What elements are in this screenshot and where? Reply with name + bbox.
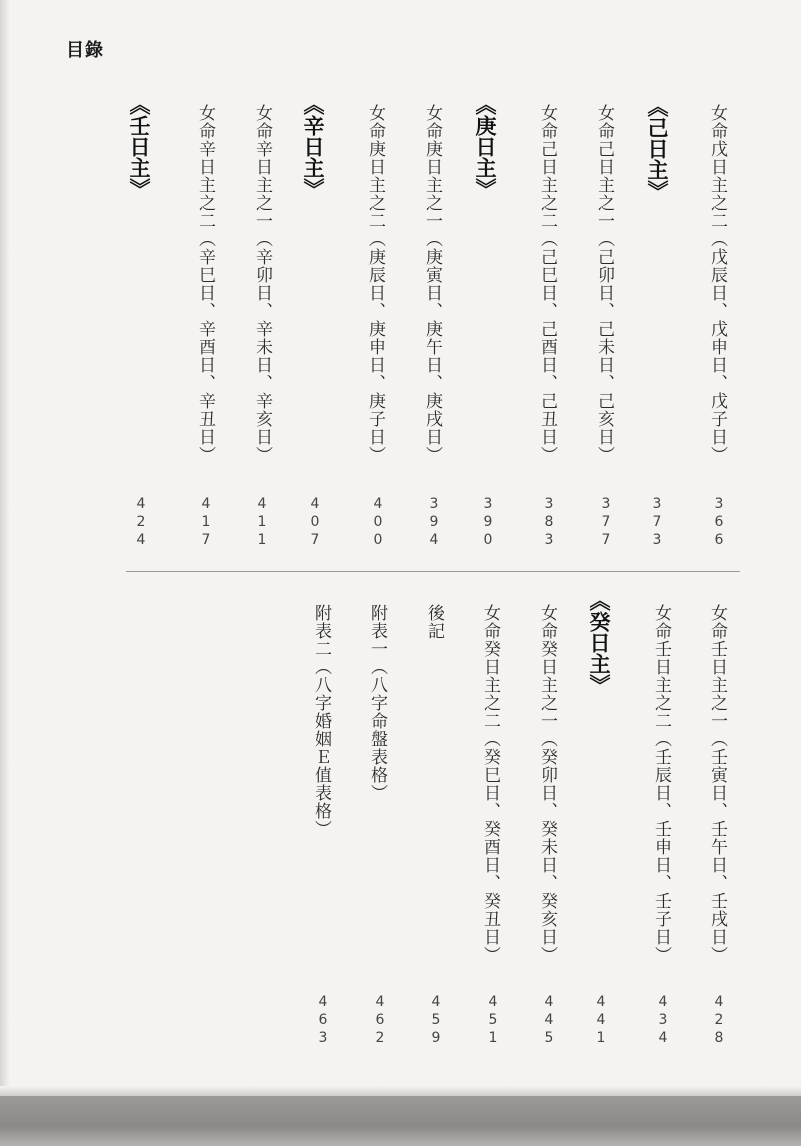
toc-page-number: 459 [428,994,444,1048]
toc-entry-title: 女命己日主之一（己卯日、己未日、己亥日） [594,104,614,464]
toc-entry-title: 女命癸日主之二（癸巳日、癸酉日、癸丑日） [480,604,500,964]
toc-entry-title: 女命戊日主之二（戊辰日、戊申日、戊子日） [707,104,727,464]
toc-entry-title: 女命辛日主之二（辛巳日、辛酉日、辛丑日） [195,104,215,464]
page-title: 目錄 [66,40,104,61]
toc-entry[interactable] [312,604,329,838]
toc-heading-title: 《庚日主》 [473,94,497,199]
toc-page-number: 463 [315,994,331,1048]
toc-page-number: 407 [307,496,323,550]
toc-entry[interactable] [652,604,669,964]
toc-entry-title: 女命癸日主之一（癸卯日、癸未日、癸亥日） [537,604,557,964]
toc-entry-title: 後記 [424,604,444,640]
toc-entry[interactable] [481,604,498,964]
toc-entry[interactable] [368,604,385,802]
toc-entry[interactable] [423,104,440,464]
toc-entry-title: 女命庚日主之二（庚辰日、庚申日、庚子日） [365,104,385,464]
toc-entry[interactable] [708,104,725,464]
toc-heading[interactable] [128,94,149,199]
toc-heading[interactable] [302,94,323,199]
page-edge [0,0,10,1146]
toc-page-number: 451 [485,994,501,1048]
toc-page-number: 400 [370,496,386,550]
toc-heading-title: 《癸日主》 [587,590,611,695]
toc-entry-title: 女命庚日主之一（庚寅日、庚午日、庚戌日） [422,104,442,464]
toc-entry[interactable] [253,104,270,464]
toc-heading-title: 《辛日主》 [301,94,325,199]
toc-entry-title: 女命己日主之二（己巳日、己酉日、己丑日） [537,104,557,464]
section-divider [126,571,740,572]
toc-page-number: 434 [655,994,671,1048]
toc-entry[interactable] [538,104,555,464]
toc-page-number: 390 [480,496,496,550]
toc-page-number: 377 [598,496,614,550]
toc-page-number: 445 [541,994,557,1048]
toc-page-number: 428 [711,994,727,1048]
toc-heading-title: 《壬日主》 [127,94,151,199]
toc-entry[interactable] [366,104,383,464]
toc-entry[interactable] [708,604,725,964]
toc-page-number: 373 [649,496,665,550]
page-bottom-edge [0,1096,801,1146]
toc-heading[interactable] [646,96,667,201]
toc-page-number: 411 [254,496,270,550]
toc-page-number: 462 [372,994,388,1048]
toc-entry[interactable] [425,604,442,640]
toc-entry[interactable] [595,104,612,464]
toc-entry[interactable] [196,104,213,464]
toc-page-number: 441 [593,994,609,1048]
page-fold [0,1086,801,1096]
toc-page-number: 394 [426,496,442,550]
toc-heading[interactable] [474,94,495,199]
toc-page-number: 383 [541,496,557,550]
toc-entry-title: 女命辛日主之一（辛卯日、辛未日、辛亥日） [252,104,272,464]
toc-heading-title: 《己日主》 [645,96,669,201]
toc-heading[interactable] [588,590,609,695]
toc-entry-title: 附表二（八字婚姻Ｅ值表格） [311,604,331,838]
toc-entry-title: 附表一（八字命盤表格） [367,604,387,802]
toc-entry-title: 女命壬日主之二（壬辰日、壬申日、壬子日） [651,604,671,964]
toc-page-number: 424 [133,496,149,550]
toc-page-number: 417 [198,496,214,550]
toc-entry-title: 女命壬日主之一（壬寅日、壬午日、壬戌日） [707,604,727,964]
toc-entry[interactable] [538,604,555,964]
toc-page-number: 366 [711,496,727,550]
